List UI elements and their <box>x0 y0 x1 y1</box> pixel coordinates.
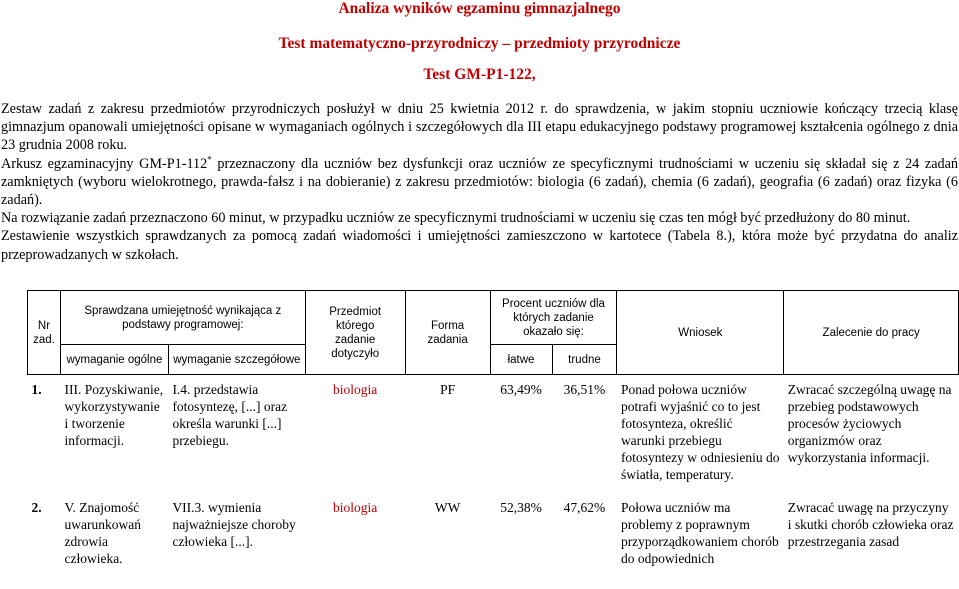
table-row <box>28 381 959 499</box>
header-subject: Przedmiot którego zadanie dotyczyło <box>305 291 405 375</box>
row-form: WW <box>434 500 461 515</box>
page-subtitle: Test matematyczno-przyrodniczy – przedmioty przyrodnicze <box>278 35 681 52</box>
row-general: V. Znajomość uwarunkowań zdrowia człowieka. <box>64 500 141 566</box>
header-conclusion: Wniosek <box>617 291 784 375</box>
table-row <box>28 499 959 589</box>
row-hard: 36,51% <box>563 382 606 397</box>
row-nr: 2. <box>31 500 42 515</box>
header-percent-group: Procent uczniów dla których zadanie okazało się: <box>490 291 617 345</box>
row-specific: VII.3. wymienia najważniejsze choroby człowieka [...]. <box>172 500 296 549</box>
header-form: Forma zadania <box>405 291 490 375</box>
header-recommendation: Zalecenie do pracy <box>784 291 959 375</box>
row-easy: 63,49% <box>500 382 542 397</box>
intro-paragraph-4: Zestawienie wszystkich sprawdzanych za pomocą zadań wiadomości i umiejętności zamieszczono w kartotece (Tabela 8.), która może być przydatna do analiz przeprowadzanych w szkołach. <box>1 228 958 263</box>
intro-paragraph-1: Zestaw zadań z zakresu przedmiotów przyrodniczych posłużył w dniu 25 kwietnia 2012 r. do sprawdzenia, w jakim stopniu uczniowie kończący trzecią klasę gimnazjum opanowali umiejętności opisane w wymaganiach ogólnych i szczegółowych dla III etapu edukacyjnego podstawy programowej kształcenia ogólnego z dnia 23 grudnia 2008 roku. <box>1 101 958 154</box>
intro-p2-start: Arkusz egzaminacyjny GM-P1-112 <box>1 155 208 172</box>
row-specific: I.4. przedstawia fotosyntezę, [...] oraz określa warunki [...] przebiegu. <box>172 382 288 448</box>
intro-paragraph-2 <box>1 155 958 210</box>
row-easy: 52,38% <box>500 500 542 515</box>
row-recommendation: Zwracać szczególną uwagę na przebieg podstawowych procesów życiowych organizmów oraz wykorzystania informacji. <box>787 382 952 465</box>
row-subject: biologia <box>333 382 378 397</box>
row-conclusion: Ponad połowa uczniów potrafi wyjaśnić co to jest fotosynteza, określić warunki przebiegu fotosyntezy w odniesieniu do światła, temperatury. <box>620 382 780 482</box>
intro-p2-rest: przeznaczony dla uczniów bez dysfunkcji oraz uczniów ze specyficznymi trudnościami w uczeniu się składał się z 24 zadań zamkniętych (wyboru wielokrotnego, prawda-fałsz i na dobieranie) z zakresu przedmiotów: biologia (6 zadań), chemia (6 zadań), geografia (6 zadań) oraz fizyka (6 zadań). <box>1 155 958 209</box>
header-nr: Nr zad. <box>28 291 61 375</box>
header-general: wymaganie ogólne <box>60 345 168 375</box>
row-nr: 1. <box>31 382 42 397</box>
header-specific: wymaganie szczegółowe <box>168 345 305 375</box>
row-subject: biologia <box>333 500 378 515</box>
row-conclusion: Połowa uczniów ma problemy z poprawnym przyporządkowaniem chorób do odpowiednich <box>620 500 779 566</box>
test-code: Test GM-P1-122, <box>423 66 536 83</box>
header-hard: trudne <box>552 345 617 375</box>
footnote-marker: * <box>207 153 212 164</box>
row-form: PF <box>440 382 456 397</box>
page-title: Analiza wyników egzaminu gimnazjalnego <box>338 0 621 17</box>
header-skill-group: Sprawdzana umiejętność wynikająca z podstawy programowej: <box>60 291 305 345</box>
header-easy: łatwe <box>490 345 552 375</box>
kartoteka-table <box>27 290 959 589</box>
intro-paragraph-3: Na rozwiązanie zadań przeznaczono 60 minut, w przypadku uczniów ze specyficznymi trudnościami w uczeniu się czas ten mógł być przedłużony do 80 minut. <box>1 210 911 227</box>
row-recommendation: Zwracać uwagę na przyczyny i skutki chorób człowieka oraz przestrzegania zasad <box>787 500 954 549</box>
row-hard: 47,62% <box>563 500 606 515</box>
intro-text <box>1 100 958 264</box>
row-general: III. Pozyskiwanie, wykorzystywanie i tworzenie informacji. <box>64 382 164 448</box>
